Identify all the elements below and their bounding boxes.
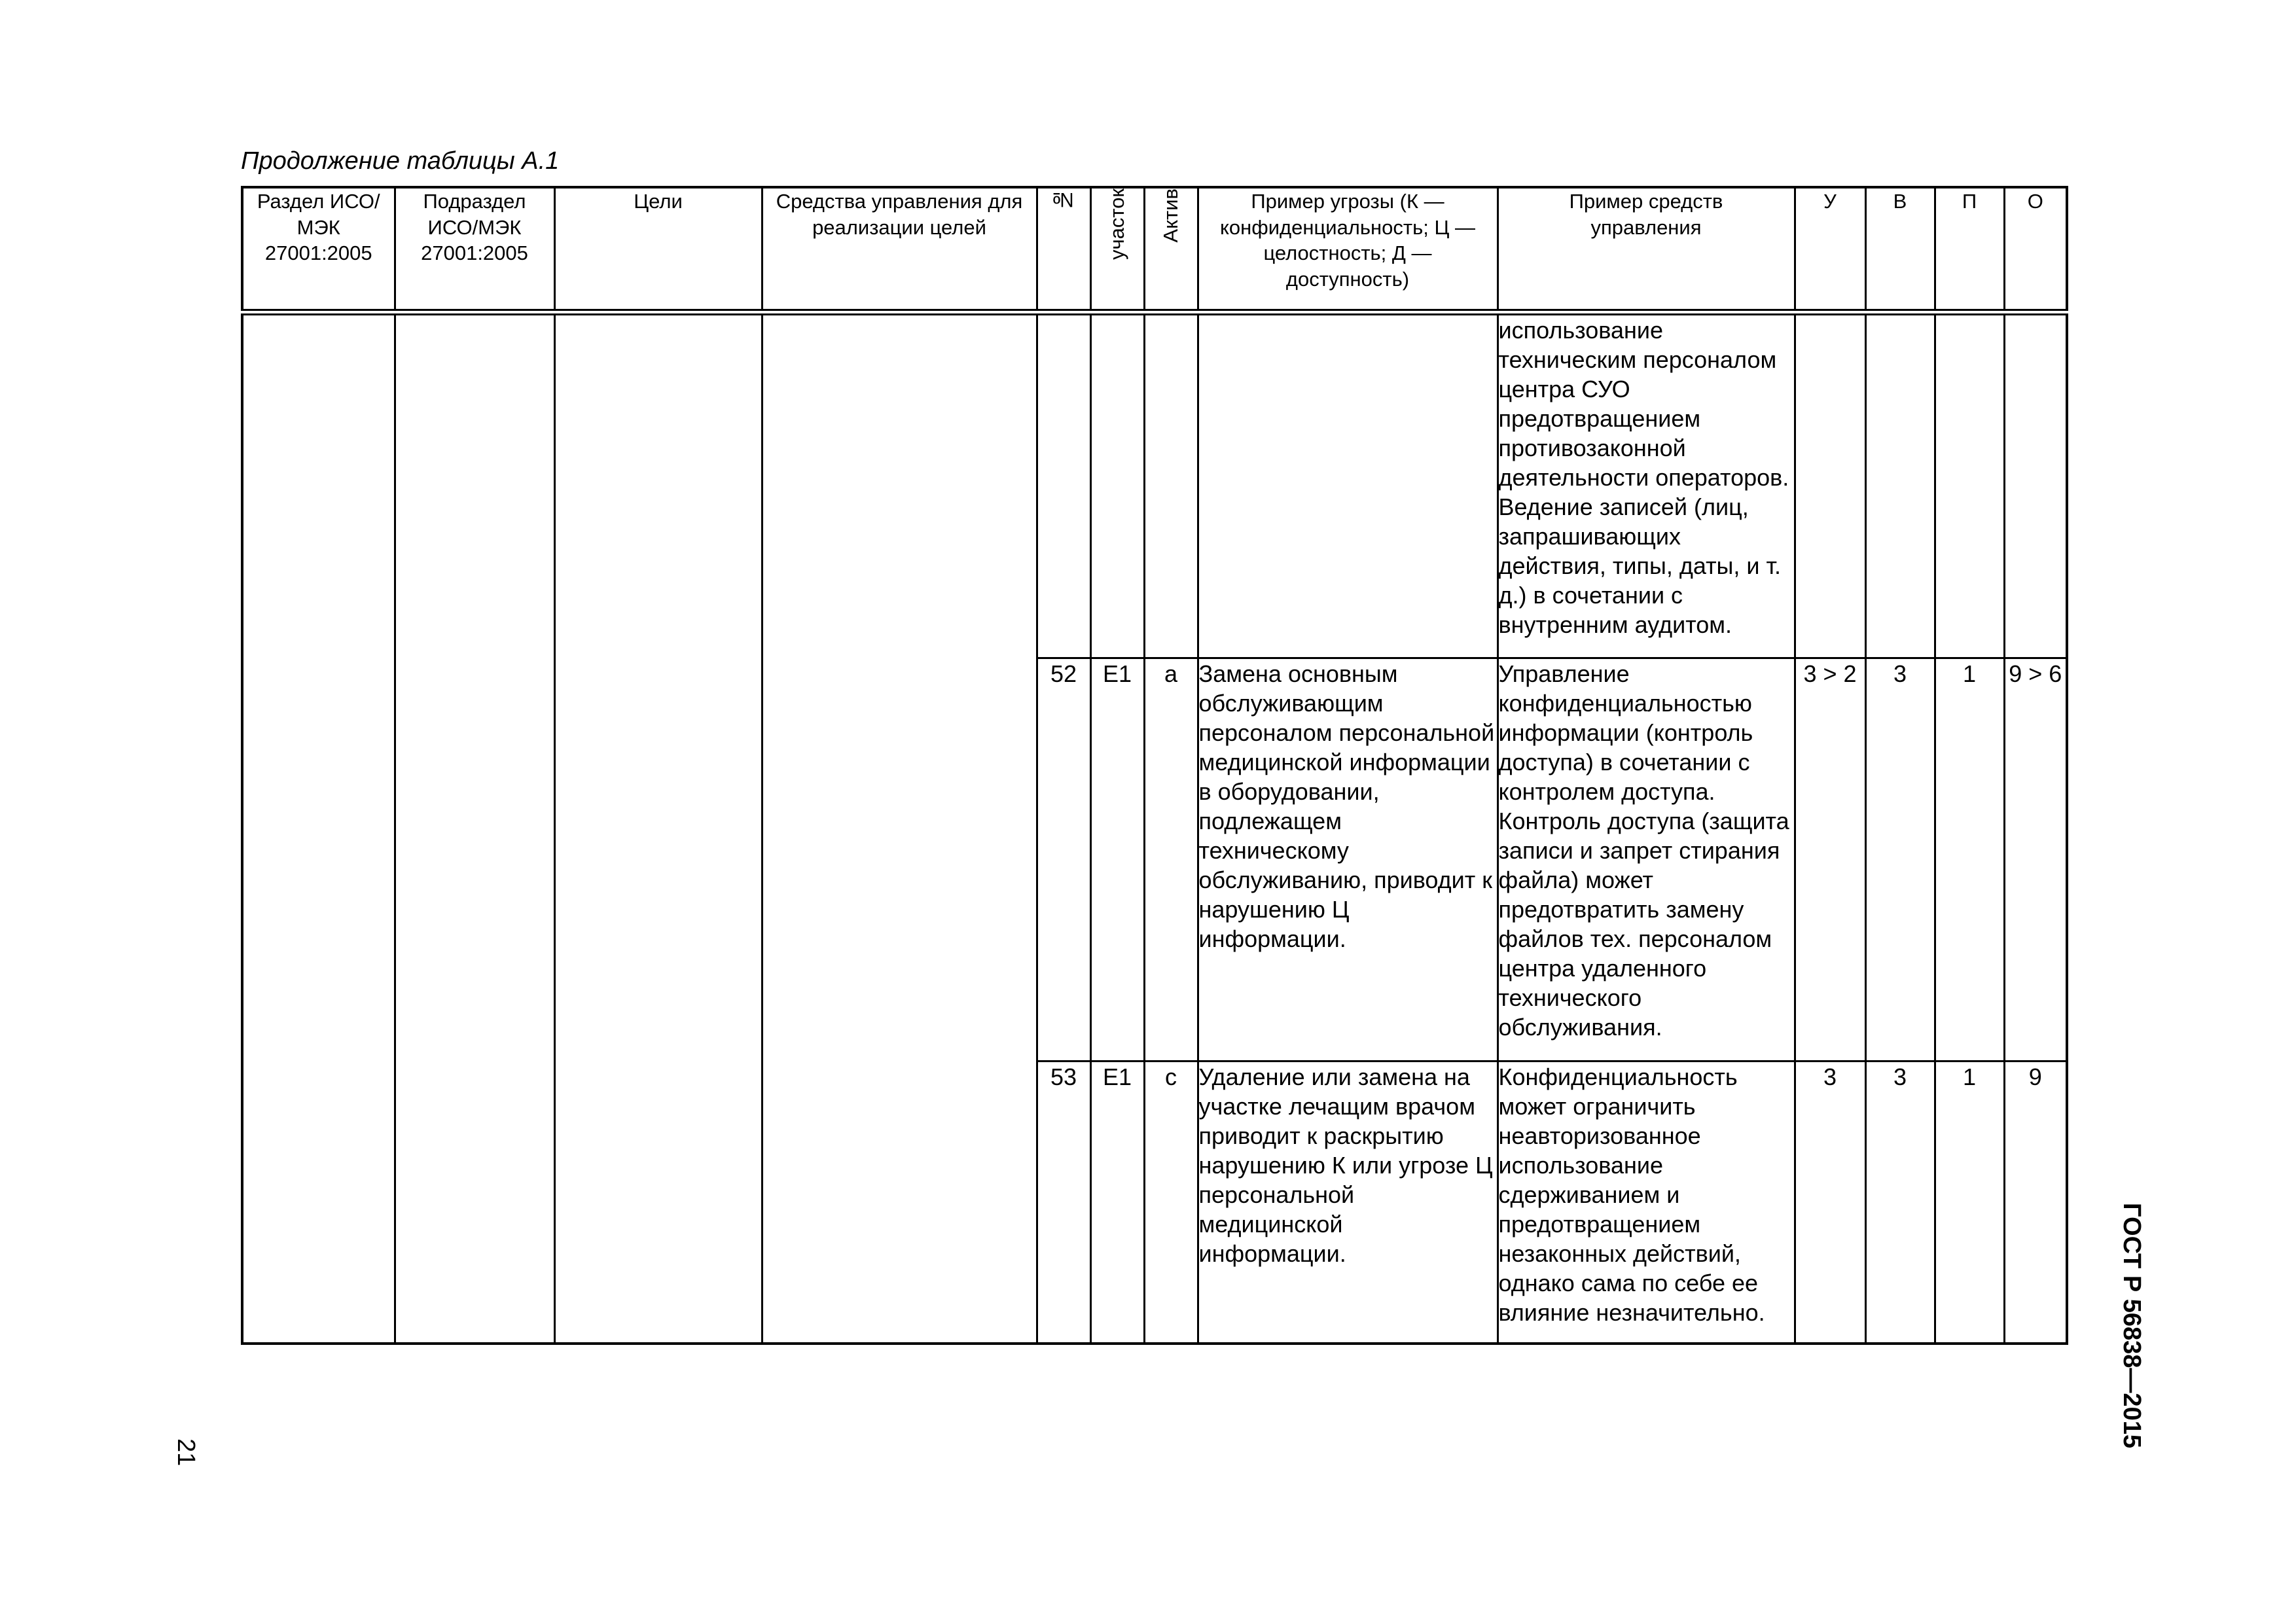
cell-uchastok: E1 bbox=[1090, 658, 1144, 1061]
header-aktiv: Актив bbox=[1144, 187, 1198, 312]
cell-razdel bbox=[242, 312, 395, 1344]
header-p: П bbox=[1935, 187, 2004, 312]
document-id: ГОСТ Р 56838—2015 bbox=[2118, 1203, 2145, 1448]
header-uchastok: участок bbox=[1090, 187, 1144, 312]
cell-p: 1 bbox=[1935, 1061, 2004, 1344]
cell-p: 1 bbox=[1935, 658, 2004, 1061]
page-number: 21 bbox=[172, 1438, 200, 1467]
table-row bbox=[242, 312, 2067, 658]
header-o: О bbox=[2004, 187, 2067, 312]
cell-podrazdel bbox=[395, 312, 554, 1344]
table-caption: Продолжение таблицы А.1 bbox=[241, 147, 560, 175]
table-header-row bbox=[242, 187, 2067, 312]
cell-u bbox=[1795, 312, 1865, 658]
cell-uchastok bbox=[1090, 312, 1144, 658]
header-sredstva: Средства управления для реализации целей bbox=[762, 187, 1037, 312]
header-tseli: Цели bbox=[554, 187, 762, 312]
cell-primer: использование техническим персоналом центра СУО предотвращением противозаконной деятельности операторов. Ведение записей (лиц, запрашивающих действия, типы, даты, и т. д.) в сочетании с внутренним аудитом. bbox=[1498, 312, 1795, 658]
cell-u: 3 bbox=[1795, 1061, 1865, 1344]
cell-aktiv: c bbox=[1144, 1061, 1198, 1344]
cell-o: 9 bbox=[2004, 1061, 2067, 1344]
cell-v: 3 bbox=[1865, 1061, 1935, 1344]
cell-o: 9 > 6 bbox=[2004, 658, 2067, 1061]
header-u: У bbox=[1795, 187, 1865, 312]
header-razdel: Раздел ИСО/МЭК 27001:2005 bbox=[242, 187, 395, 312]
cell-tseli bbox=[554, 312, 762, 1344]
cell-v bbox=[1865, 312, 1935, 658]
header-podrazdel: Подраздел ИСО/МЭК 27001:2005 bbox=[395, 187, 554, 312]
cell-no bbox=[1037, 312, 1090, 658]
cell-primer: Конфиденциальность может ограничить неавторизованное использование сдерживанием и предотвращением незаконных действий, однако сама по себе ее влияние незначительно. bbox=[1498, 1061, 1795, 1344]
cell-sredstva bbox=[762, 312, 1037, 1344]
header-primer: Пример средств управления bbox=[1498, 187, 1795, 312]
cell-ugroza: Удаление или замена на участке лечащим врачом приводит к раскрытию нарушению К или угрозе Ц персональной медицинской информации. bbox=[1198, 1061, 1498, 1344]
cell-ugroza bbox=[1198, 312, 1498, 658]
threat-table bbox=[241, 186, 2068, 1345]
cell-v: 3 bbox=[1865, 658, 1935, 1061]
cell-no: 52 bbox=[1037, 658, 1090, 1061]
cell-aktiv: a bbox=[1144, 658, 1198, 1061]
header-v: В bbox=[1865, 187, 1935, 312]
header-no: № bbox=[1037, 187, 1090, 312]
cell-aktiv bbox=[1144, 312, 1198, 658]
cell-o bbox=[2004, 312, 2067, 658]
cell-p bbox=[1935, 312, 2004, 658]
cell-ugroza: Замена основным обслуживающим персоналом персональной медицинской информации в оборудовании, подлежащем техническому обслуживанию, приводит к нарушению Ц информации. bbox=[1198, 658, 1498, 1061]
cell-no: 53 bbox=[1037, 1061, 1090, 1344]
cell-uchastok: E1 bbox=[1090, 1061, 1144, 1344]
cell-u: 3 > 2 bbox=[1795, 658, 1865, 1061]
header-ugroza: Пример угрозы (К — конфиденциальность; Ц — целостность; Д — доступность) bbox=[1198, 187, 1498, 312]
cell-primer: Управление конфиденциальностью информации (контроль доступа) в сочетании с контролем доступа. Контроль доступа (защита записи и запрет стирания файла) может предотвратить замену файлов тех. персоналом центра удаленного технического обслуживания. bbox=[1498, 658, 1795, 1061]
